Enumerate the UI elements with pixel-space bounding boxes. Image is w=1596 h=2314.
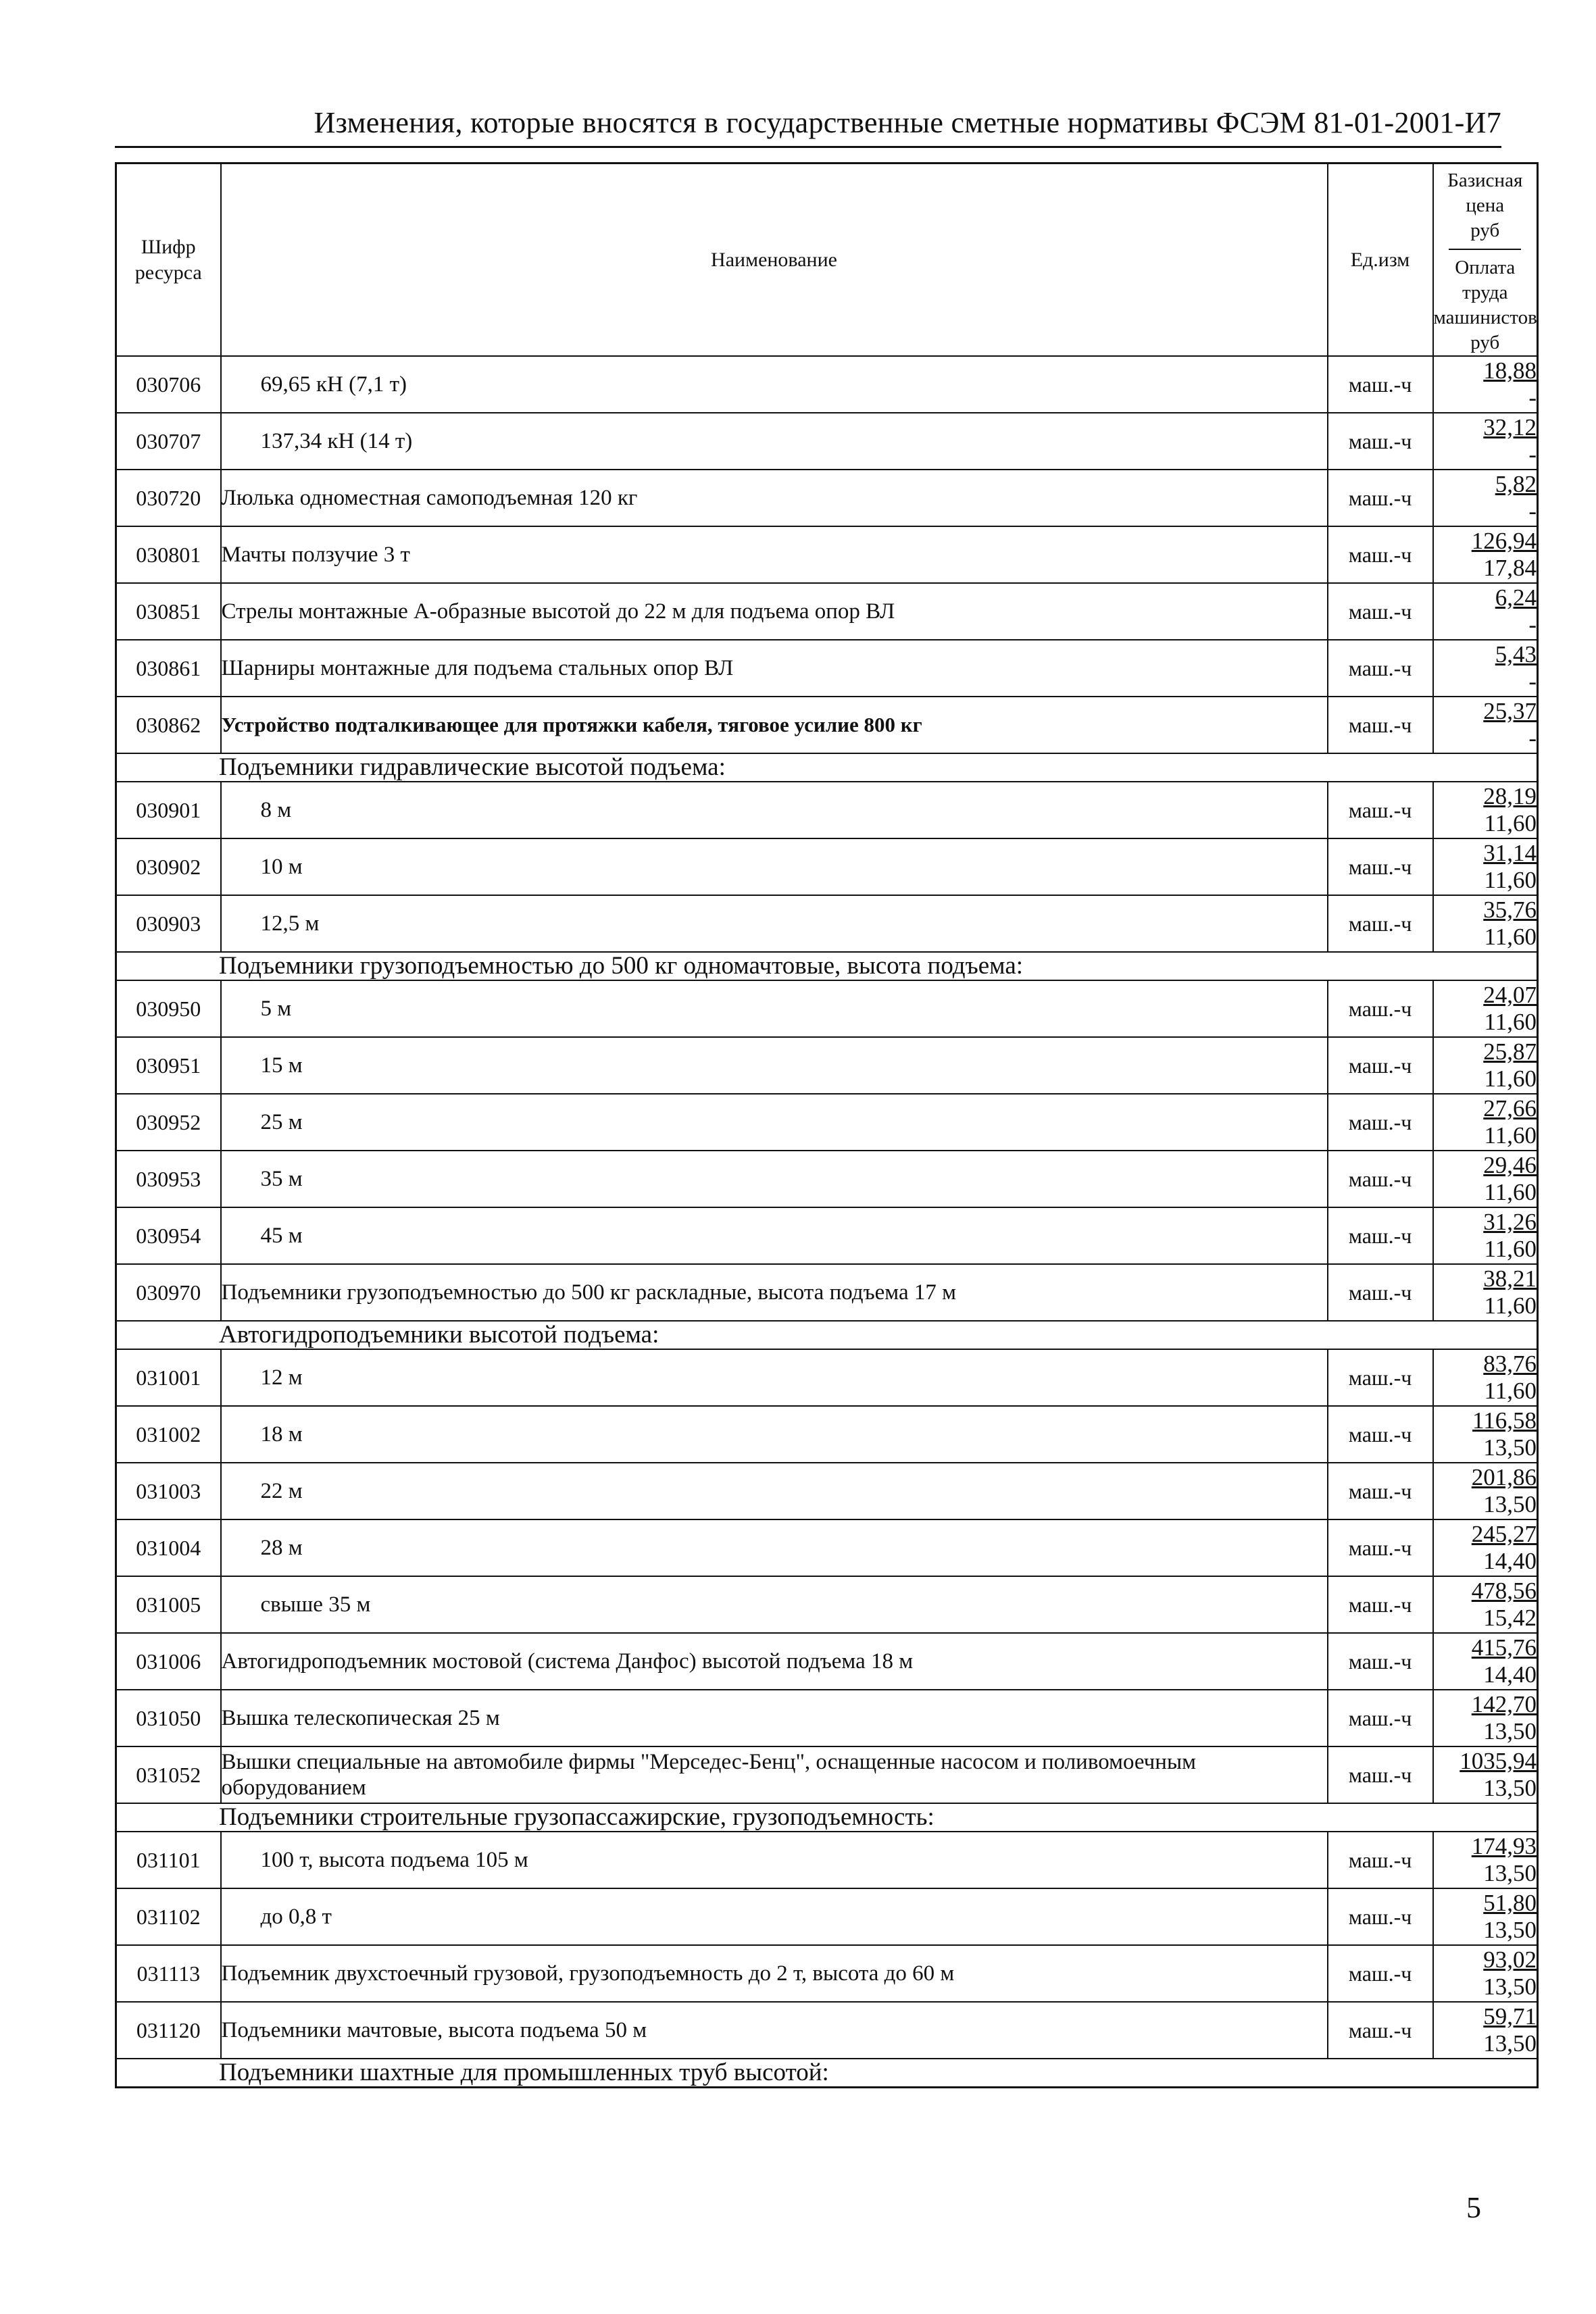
- price-cell: [1433, 1406, 1538, 1463]
- resource-code: 031120: [116, 2002, 221, 2059]
- operator-labor-cost: 11,60: [1484, 1122, 1537, 1149]
- base-price: 25,87: [1483, 1038, 1537, 1065]
- unit-of-measure: маш.-ч: [1328, 413, 1433, 470]
- operator-labor-cost: 17,84: [1483, 555, 1537, 581]
- base-price: 28,19: [1483, 783, 1537, 809]
- operator-labor-cost: 11,60: [1484, 1292, 1537, 1319]
- table-row: [116, 1690, 1538, 1746]
- unit-of-measure: маш.-ч: [1328, 697, 1433, 753]
- base-price: 25,37: [1483, 698, 1537, 724]
- resource-name: Вышка телескопическая 25 м: [221, 1690, 1328, 1746]
- unit-of-measure: маш.-ч: [1328, 1349, 1433, 1406]
- unit-of-measure: маш.-ч: [1328, 782, 1433, 838]
- base-price: 142,70: [1471, 1691, 1537, 1717]
- price-cell: [1433, 526, 1538, 583]
- table-row: [116, 1519, 1538, 1576]
- resource-code: 030706: [116, 356, 221, 413]
- table-row: [116, 526, 1538, 583]
- unit-of-measure: маш.-ч: [1328, 640, 1433, 697]
- unit-of-measure: маш.-ч: [1328, 1832, 1433, 1888]
- price-cell: [1433, 980, 1538, 1037]
- price-cell: [1433, 782, 1538, 838]
- operator-labor-cost: 11,60: [1484, 1378, 1537, 1404]
- unit-of-measure: маш.-ч: [1328, 1151, 1433, 1207]
- unit-of-measure: маш.-ч: [1328, 1576, 1433, 1633]
- resource-code: 031113: [116, 1945, 221, 2002]
- operator-labor-cost: 11,60: [1484, 1236, 1537, 1262]
- resource-name: Подъемники грузоподъемностью до 500 кг раскладные, высота подъема 17 м: [221, 1264, 1328, 1321]
- operator-labor-cost: 13,50: [1483, 1718, 1537, 1744]
- resource-name: Устройство подталкивающее для протяжки кабеля, тяговое усилие 800 кг: [221, 697, 1328, 753]
- resource-code: 030903: [116, 895, 221, 952]
- table-row: [116, 1264, 1538, 1321]
- price-cell: [1433, 1094, 1538, 1151]
- resource-name: 69,65 кН (7,1 т): [221, 356, 1328, 413]
- base-price: 6,24: [1495, 584, 1537, 611]
- unit-of-measure: маш.-ч: [1328, 1945, 1433, 2002]
- price-cell: [1433, 1832, 1538, 1888]
- header-code-cell: [116, 164, 221, 357]
- operator-labor-cost: 11,60: [1484, 867, 1537, 893]
- operator-labor-cost: 13,50: [1483, 1860, 1537, 1886]
- table-row: [116, 697, 1538, 753]
- header-price-cell: [1433, 164, 1538, 357]
- price-cell: [1433, 1207, 1538, 1264]
- resource-code: 031003: [116, 1463, 221, 1519]
- resource-code: 030861: [116, 640, 221, 697]
- table-row: [116, 413, 1538, 470]
- base-price: 5,82: [1495, 471, 1537, 497]
- price-cell: [1433, 413, 1538, 470]
- operator-labor-cost: 14,40: [1483, 1548, 1537, 1574]
- header-unit-cell: Ед.изм: [1328, 164, 1433, 357]
- price-cell: [1433, 1633, 1538, 1690]
- resource-name: 5 м: [221, 980, 1328, 1037]
- resource-code: 030862: [116, 697, 221, 753]
- group-heading: Автогидроподъемники высотой подъема:: [116, 1321, 1538, 1349]
- unit-of-measure: маш.-ч: [1328, 1094, 1433, 1151]
- resource-name: 137,34 кН (14 т): [221, 413, 1328, 470]
- base-price: 31,14: [1483, 840, 1537, 866]
- table-row: [116, 1945, 1538, 2002]
- resource-name: 100 т, высота подъема 105 м: [221, 1832, 1328, 1888]
- group-heading-row: [116, 753, 1538, 782]
- unit-of-measure: маш.-ч: [1328, 1463, 1433, 1519]
- base-price: 29,46: [1483, 1152, 1537, 1178]
- resource-name: 18 м: [221, 1406, 1328, 1463]
- base-price: 174,93: [1471, 1833, 1537, 1859]
- resource-code: 030902: [116, 838, 221, 895]
- base-price: 51,80: [1483, 1890, 1537, 1916]
- resource-code: 030951: [116, 1037, 221, 1094]
- base-price: 478,56: [1471, 1578, 1537, 1604]
- header-code-line2: ресурса: [134, 261, 202, 284]
- price-cell: [1433, 1945, 1538, 2002]
- unit-of-measure: маш.-ч: [1328, 1037, 1433, 1094]
- unit-of-measure: маш.-ч: [1328, 356, 1433, 413]
- operator-labor-cost: 11,60: [1484, 810, 1537, 836]
- operator-labor-cost: 13,50: [1483, 1973, 1537, 2000]
- resource-name: 35 м: [221, 1151, 1328, 1207]
- header-name-cell: Наименование: [221, 164, 1328, 357]
- unit-of-measure: маш.-ч: [1328, 1207, 1433, 1264]
- resource-name: Вышки специальные на автомобиле фирмы "Мерседес-Бенц", оснащенные насосом и поливомоечным оборудованием: [221, 1746, 1328, 1803]
- table-row: [116, 1207, 1538, 1264]
- operator-labor-cost: 13,50: [1483, 1775, 1537, 1801]
- header-price-line3: руб: [1470, 220, 1500, 241]
- table-header-row: [116, 164, 1538, 357]
- group-heading-row: [116, 2059, 1538, 2088]
- table-row: [116, 1633, 1538, 1690]
- resource-code: 031101: [116, 1832, 221, 1888]
- base-price: 35,76: [1483, 897, 1537, 923]
- group-heading: Подъемники строительные грузопассажирские, грузоподъемность:: [116, 1803, 1538, 1832]
- operator-labor-cost: 11,60: [1484, 924, 1537, 950]
- header-price-divider: [1449, 249, 1521, 250]
- price-cell: [1433, 640, 1538, 697]
- table-row: [116, 838, 1538, 895]
- base-price: 24,07: [1483, 982, 1537, 1008]
- unit-of-measure: маш.-ч: [1328, 470, 1433, 526]
- price-cell: [1433, 2002, 1538, 2059]
- header-code-line1: Шифр: [141, 235, 196, 258]
- resource-name: до 0,8 т: [221, 1888, 1328, 1945]
- table-row: [116, 895, 1538, 952]
- operator-labor-cost: 13,50: [1483, 2030, 1537, 2057]
- table-row: [116, 1463, 1538, 1519]
- base-price: 32,12: [1483, 414, 1537, 441]
- resource-name: 15 м: [221, 1037, 1328, 1094]
- table-row: [116, 1349, 1538, 1406]
- group-heading-row: [116, 952, 1538, 980]
- price-cell: [1433, 1463, 1538, 1519]
- operator-labor-cost: 13,50: [1483, 1434, 1537, 1461]
- unit-of-measure: маш.-ч: [1328, 895, 1433, 952]
- operator-labor-cost: 11,60: [1484, 1065, 1537, 1092]
- resource-name: Мачты ползучие 3 т: [221, 526, 1328, 583]
- table-row: [116, 1151, 1538, 1207]
- resource-code: 030954: [116, 1207, 221, 1264]
- base-price: 201,86: [1471, 1464, 1537, 1490]
- price-cell: [1433, 1519, 1538, 1576]
- header-price-line2: цена: [1466, 195, 1505, 216]
- base-price: 83,76: [1483, 1351, 1537, 1377]
- price-cell: [1433, 1576, 1538, 1633]
- operator-labor-cost: 13,50: [1483, 1491, 1537, 1517]
- header-pay-line2: машинистов: [1433, 307, 1537, 328]
- table-row: [116, 1746, 1538, 1803]
- price-cell: [1433, 470, 1538, 526]
- unit-of-measure: маш.-ч: [1328, 1888, 1433, 1945]
- table-row: [116, 1576, 1538, 1633]
- unit-of-measure: маш.-ч: [1328, 1690, 1433, 1746]
- operator-labor-cost: -: [1528, 498, 1537, 524]
- table-row: [116, 2002, 1538, 2059]
- base-price: 415,76: [1471, 1634, 1537, 1661]
- table-row: [116, 640, 1538, 697]
- price-cell: [1433, 356, 1538, 413]
- resource-code: 031102: [116, 1888, 221, 1945]
- group-heading-row: [116, 1803, 1538, 1832]
- resource-name: свыше 35 м: [221, 1576, 1328, 1633]
- base-price: 1035,94: [1460, 1748, 1537, 1774]
- operator-labor-cost: -: [1528, 725, 1537, 751]
- table-row: [116, 1406, 1538, 1463]
- operator-labor-cost: 13,50: [1483, 1917, 1537, 1943]
- operator-labor-cost: 11,60: [1484, 1179, 1537, 1205]
- resource-name: Подъемник двухстоечный грузовой, грузоподъемность до 2 т, высота до 60 м: [221, 1945, 1328, 2002]
- resource-code: 030950: [116, 980, 221, 1037]
- unit-of-measure: маш.-ч: [1328, 583, 1433, 640]
- resource-code: 030707: [116, 413, 221, 470]
- resource-code: 030801: [116, 526, 221, 583]
- group-heading-row: [116, 1321, 1538, 1349]
- resource-code: 031002: [116, 1406, 221, 1463]
- operator-labor-cost: 15,42: [1483, 1605, 1537, 1631]
- base-price: 59,71: [1483, 2003, 1537, 2030]
- resource-code: 031005: [116, 1576, 221, 1633]
- table-row: [116, 1094, 1538, 1151]
- price-cell: [1433, 583, 1538, 640]
- document-header: Изменения, которые вносятся в государственные сметные нормативы ФСЭМ 81-01-2001-И7: [314, 106, 1501, 139]
- price-cell: [1433, 1888, 1538, 1945]
- unit-of-measure: маш.-ч: [1328, 838, 1433, 895]
- operator-labor-cost: 14,40: [1483, 1661, 1537, 1688]
- table-row: [116, 980, 1538, 1037]
- header-rule: [115, 146, 1501, 148]
- table-row: [116, 1037, 1538, 1094]
- resource-code: 031004: [116, 1519, 221, 1576]
- resource-name: Шарниры монтажные для подъема стальных опор ВЛ: [221, 640, 1328, 697]
- resource-name: 45 м: [221, 1207, 1328, 1264]
- table-row: [116, 1888, 1538, 1945]
- table-row: [116, 1832, 1538, 1888]
- resource-name: 22 м: [221, 1463, 1328, 1519]
- price-cell: [1433, 1746, 1538, 1803]
- header-price-line1: Базисная: [1447, 170, 1523, 191]
- page-number: 5: [1466, 2191, 1481, 2224]
- resource-code: 031050: [116, 1690, 221, 1746]
- base-price: 31,26: [1483, 1209, 1537, 1235]
- resource-code: 030720: [116, 470, 221, 526]
- price-cell: [1433, 838, 1538, 895]
- price-cell: [1433, 1690, 1538, 1746]
- operator-labor-cost: -: [1528, 441, 1537, 468]
- base-price: 27,66: [1483, 1095, 1537, 1122]
- base-price: 126,94: [1471, 528, 1537, 554]
- resource-code: 031052: [116, 1746, 221, 1803]
- resource-code: 030952: [116, 1094, 221, 1151]
- unit-of-measure: маш.-ч: [1328, 2002, 1433, 2059]
- table-row: [116, 782, 1538, 838]
- resource-name: 28 м: [221, 1519, 1328, 1576]
- unit-of-measure: маш.-ч: [1328, 1746, 1433, 1803]
- resource-name: Автогидроподъемник мостовой (система Данфос) высотой подъема 18 м: [221, 1633, 1328, 1690]
- operator-labor-cost: -: [1528, 384, 1537, 411]
- base-price: 245,27: [1471, 1521, 1537, 1547]
- resource-name: 8 м: [221, 782, 1328, 838]
- resource-name: Стрелы монтажные А-образные высотой до 22 м для подъема опор ВЛ: [221, 583, 1328, 640]
- base-price: 116,58: [1472, 1407, 1537, 1434]
- table-row: [116, 356, 1538, 413]
- resource-code: 031006: [116, 1633, 221, 1690]
- unit-of-measure: маш.-ч: [1328, 980, 1433, 1037]
- resource-name: 10 м: [221, 838, 1328, 895]
- price-cell: [1433, 697, 1538, 753]
- base-price: 38,21: [1483, 1265, 1537, 1292]
- price-cell: [1433, 1037, 1538, 1094]
- resource-name: 12,5 м: [221, 895, 1328, 952]
- resource-name: 12 м: [221, 1349, 1328, 1406]
- table-row: [116, 583, 1538, 640]
- unit-of-measure: маш.-ч: [1328, 1633, 1433, 1690]
- group-heading: Подъемники гидравлические высотой подъема:: [116, 753, 1538, 782]
- price-cell: [1433, 895, 1538, 952]
- price-cell: [1433, 1151, 1538, 1207]
- resource-name: Люлька одноместная самоподъемная 120 кг: [221, 470, 1328, 526]
- resource-code: 030953: [116, 1151, 221, 1207]
- unit-of-measure: маш.-ч: [1328, 1519, 1433, 1576]
- base-price: 18,88: [1483, 357, 1537, 384]
- unit-of-measure: маш.-ч: [1328, 526, 1433, 583]
- operator-labor-cost: 11,60: [1484, 1009, 1537, 1035]
- group-heading: Подъемники шахтные для промышленных труб высотой:: [116, 2059, 1538, 2088]
- resource-code: 031001: [116, 1349, 221, 1406]
- unit-of-measure: маш.-ч: [1328, 1264, 1433, 1321]
- resource-code: 030970: [116, 1264, 221, 1321]
- price-cell: [1433, 1349, 1538, 1406]
- header-pay-line1: Оплата труда: [1455, 257, 1516, 303]
- resource-code: 030901: [116, 782, 221, 838]
- table-row: [116, 470, 1538, 526]
- base-price: 93,02: [1483, 1946, 1537, 1973]
- unit-of-measure: маш.-ч: [1328, 1406, 1433, 1463]
- resource-name: Подъемники мачтовые, высота подъема 50 м: [221, 2002, 1328, 2059]
- base-price: 5,43: [1495, 641, 1537, 668]
- header-pay-line3: руб: [1470, 332, 1500, 353]
- resource-name: 25 м: [221, 1094, 1328, 1151]
- price-cell: [1433, 1264, 1538, 1321]
- operator-labor-cost: -: [1528, 611, 1537, 638]
- machine-rates-table: [115, 162, 1539, 2088]
- resource-code: 030851: [116, 583, 221, 640]
- operator-labor-cost: -: [1528, 668, 1537, 695]
- group-heading: Подъемники грузоподъемностью до 500 кг одномачтовые, высота подъема:: [116, 952, 1538, 980]
